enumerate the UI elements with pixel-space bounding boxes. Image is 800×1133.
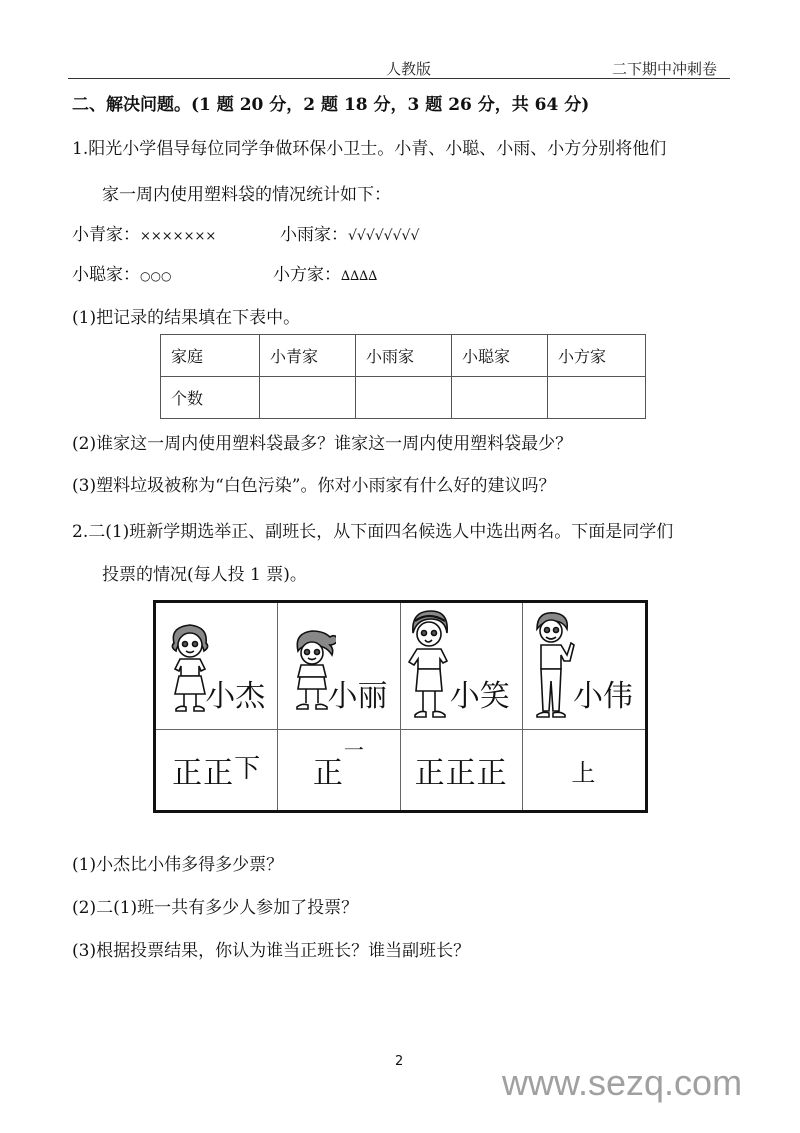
q2-sub1: (1)小杰比小伟多得多少票？ (72, 855, 284, 875)
table-cell: 家庭 (161, 335, 260, 377)
table-row-values (161, 377, 646, 419)
tally-main: 正正正 (414, 756, 508, 791)
q1-sub3: (3)塑料垃圾被称为“白色污染”。你对小雨家有什么好的建议吗？ (72, 476, 556, 496)
answer-cell[interactable] (356, 377, 452, 419)
record-xiaoqing (72, 220, 216, 245)
q2-stem-line1: 2.二(1)班新学期选举正、副班长，从下面四名候选人中选出两名。下面是同学们 (72, 522, 674, 542)
table-cell: 小青家 (260, 335, 356, 377)
candidate-name: 小伟 (573, 679, 633, 714)
answer-cell[interactable] (452, 377, 548, 419)
tally-extra: 下 (234, 754, 262, 784)
q2-sub3: (3)根据投票结果，你认为谁当正班长？谁当副班长？ (72, 941, 471, 961)
q1-stem-line1: 1.阳光小学倡导每位同学争做环保小卫士。小青、小聪、小雨、小方分别将他们 (72, 139, 667, 159)
page-number: 2 (395, 1054, 404, 1069)
candidate-name: 小笑 (449, 679, 510, 714)
q1-stem-line2: 家一周内使用塑料袋的情况统计如下： (102, 185, 391, 205)
record-label: 小聪家： (72, 265, 140, 285)
record-xiaoyu (280, 220, 419, 245)
q2-stem-line2: 投票的情况(每人投 1 票)。 (102, 565, 307, 585)
record-xiaofang (273, 260, 377, 285)
tally-marks (571, 753, 596, 788)
girl-headband-illustration-icon (407, 607, 451, 727)
tally-marks (172, 748, 261, 792)
candidate-name: 小丽 (327, 679, 388, 714)
candidate-cell-xiaoxiao (401, 603, 523, 730)
record-label: 小方家： (273, 265, 341, 285)
tally-marks (312, 738, 365, 792)
candidate-cell-xiaoli (278, 603, 400, 730)
tally-cell-xiaoli (278, 730, 400, 810)
tally-cell-xiaoxiao (401, 730, 523, 810)
record-marks: ××××××× (140, 229, 217, 244)
answer-cell[interactable] (548, 377, 646, 419)
tally-extra: 上 (571, 758, 597, 787)
candidate-cell-xiaowei (523, 603, 645, 730)
boy-waving-illustration-icon (531, 609, 575, 725)
header-edition: 人教版 (386, 60, 432, 78)
header-exam-title: 二下期中冲刺卷 (612, 60, 718, 78)
tally-marks (415, 748, 508, 792)
record-marks: ∆∆∆∆ (341, 269, 378, 284)
tally-main: 正正 (172, 756, 235, 791)
tally-cell-xiaowei (523, 730, 645, 810)
table-cell: 个数 (161, 377, 260, 419)
candidate-name: 小杰 (205, 679, 266, 714)
record-marks: ○○○ (140, 269, 172, 283)
record-marks: √√√√√√√√ (348, 228, 420, 244)
tally-extra: 一 (343, 738, 365, 762)
table-cell: 小聪家 (452, 335, 548, 377)
q1-sub2: (2)谁家这一周内使用塑料袋最多？谁家这一周内使用塑料袋最少？ (72, 434, 573, 454)
tally-main: 正 (312, 756, 344, 791)
record-label: 小雨家： (280, 225, 348, 245)
record-table (160, 334, 646, 419)
header-divider (68, 78, 730, 79)
table-cell: 小雨家 (356, 335, 452, 377)
record-label: 小青家： (72, 225, 140, 245)
q1-sub1: (1)把记录的结果填在下表中。 (72, 308, 301, 328)
table-cell: 小方家 (548, 335, 646, 377)
q2-sub2: (2)二(1)班一共有多少人参加了投票？ (72, 898, 359, 918)
record-xiaocong (72, 260, 171, 285)
vote-table (153, 600, 648, 813)
watermark: www.sezq.com (502, 1062, 743, 1103)
section-title: 二、解决问题。(1 题 20 分，2 题 18 分，3 题 26 分，共 64 分) (72, 95, 590, 115)
table-row-header (161, 335, 646, 377)
answer-cell[interactable] (260, 377, 356, 419)
tally-cell-xiaojie (156, 730, 278, 810)
candidate-cell-xiaojie (156, 603, 278, 730)
